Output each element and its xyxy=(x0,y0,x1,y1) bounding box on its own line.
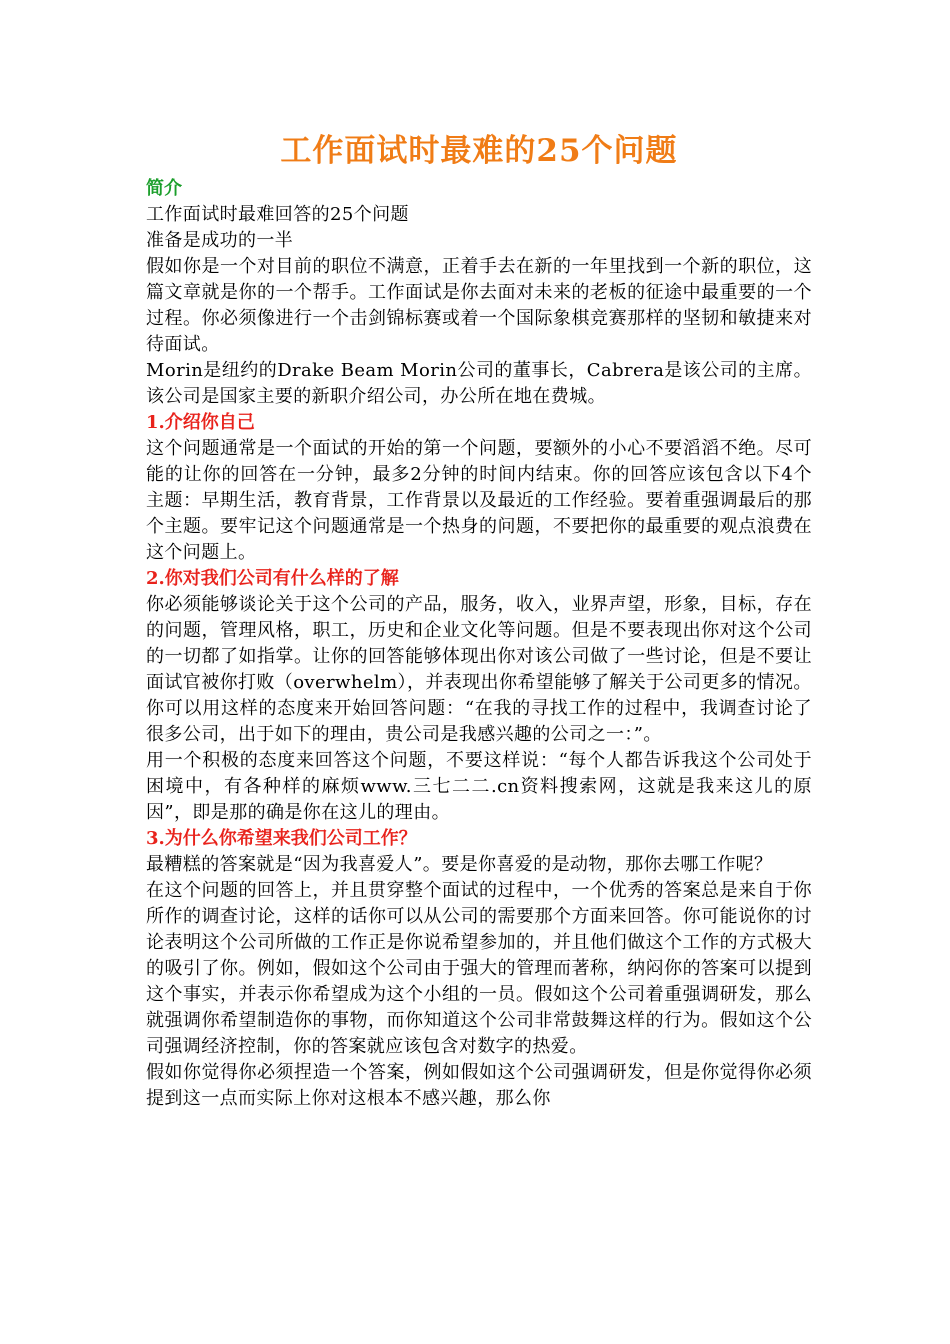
document-page xyxy=(146,128,812,1112)
document-title: 工作面试时最难的25个问题 xyxy=(280,133,678,169)
intro-heading: 简介 xyxy=(146,178,182,199)
section-3-paragraph: 在这个问题的回答上，并且贯穿整个面试的过程中，一个优秀的答案总是来自于你所作的调查讨论，这样的话你可以从公司的需要那个方面来回答。你可能说你的讨论表明这个公司所做的工作正是你说希望参加的，并且他们做这个工作的方式极大的吸引了你。例如，假如这个公司由于强大的管理而著称，纳闷你的答案可以提到这个事实，并表示你希望成为这个小组的一员。假如这个公司着重强调研发，那么就强调你希望制造你的事物，而你知道这个公司非常鼓舞这样的行为。假如这个公司强调经济控制，你的答案就应该包含对数字的热爱。 xyxy=(146,880,812,1057)
section-heading-2: 2.你对我们公司有什么样的了解 xyxy=(146,568,399,589)
section-heading-1: 1.介绍你自己 xyxy=(146,412,255,433)
section-2-paragraph: 你可以用这样的态度来开始回答问题：“在我的寻找工作的过程中，我调查讨论了很多公司，出于如下的理由，贵公司是我感兴趣的公司之一：”。 xyxy=(146,698,812,745)
intro-paragraph: Morin是纽约的Drake Beam Morin公司的董事长，Cabrera是该公司的主席。该公司是国家主要的新职介绍公司，办公所在地在费城。 xyxy=(146,360,812,407)
section-heading-3: 3.为什么你希望来我们公司工作？ xyxy=(146,828,417,849)
section-3-paragraph: 假如你觉得你必须捏造一个答案，例如假如这个公司强调研发，但是你觉得你必须提到这一点而实际上你对这根本不感兴趣，那么你 xyxy=(146,1062,812,1109)
intro-paragraph: 工作面试时最难回答的25个问题 xyxy=(146,204,409,225)
section-1-paragraph: 这个问题通常是一个面试的开始的第一个问题，要额外的小心不要滔滔不绝。尽可能的让你的回答在一分钟，最多2分钟的时间内结束。你的回答应该包含以下4个主题：早期生活，教育背景，工作背景以及最近的工作经验。要着重强调最后的那个主题。要牢记这个问题通常是一个热身的问题，不要把你的最重要的观点浪费在这个问题上。 xyxy=(146,438,812,563)
section-3-paragraph: 最糟糕的答案就是“因为我喜爱人”。要是你喜爱的是动物，那你去哪工作呢？ xyxy=(146,854,773,875)
section-2-paragraph: 你必须能够谈论关于这个公司的产品，服务，收入，业界声望，形象，目标，存在的问题，管理风格，职工，历史和企业文化等问题。但是不要表现出你对这个公司的一切都了如指掌。让你的回答能够体现出你对该公司做了一些讨论，但是不要让面试官被你打败（overwhelm），并表现出你希望能够了解关于公司更多的情况。 xyxy=(146,594,812,693)
intro-paragraph: 假如你是一个对目前的职位不满意，正着手去在新的一年里找到一个新的职位，这篇文章就是你的一个帮手。工作面试是你去面对未来的老板的征途中最重要的一个过程。你必须像进行一个击剑锦标赛或着一个国际象棋竞赛那样的坚韧和敏捷来对待面试。 xyxy=(146,256,812,355)
section-2-paragraph: 用一个积极的态度来回答这个问题，不要这样说：“每个人都告诉我这个公司处于困境中，有各种样的麻烦www.三七二二.cn资料搜索网，这就是我来这儿的原因”，即是那的确是你在这儿的理由。 xyxy=(146,750,812,823)
intro-paragraph: 准备是成功的一半 xyxy=(146,230,294,251)
